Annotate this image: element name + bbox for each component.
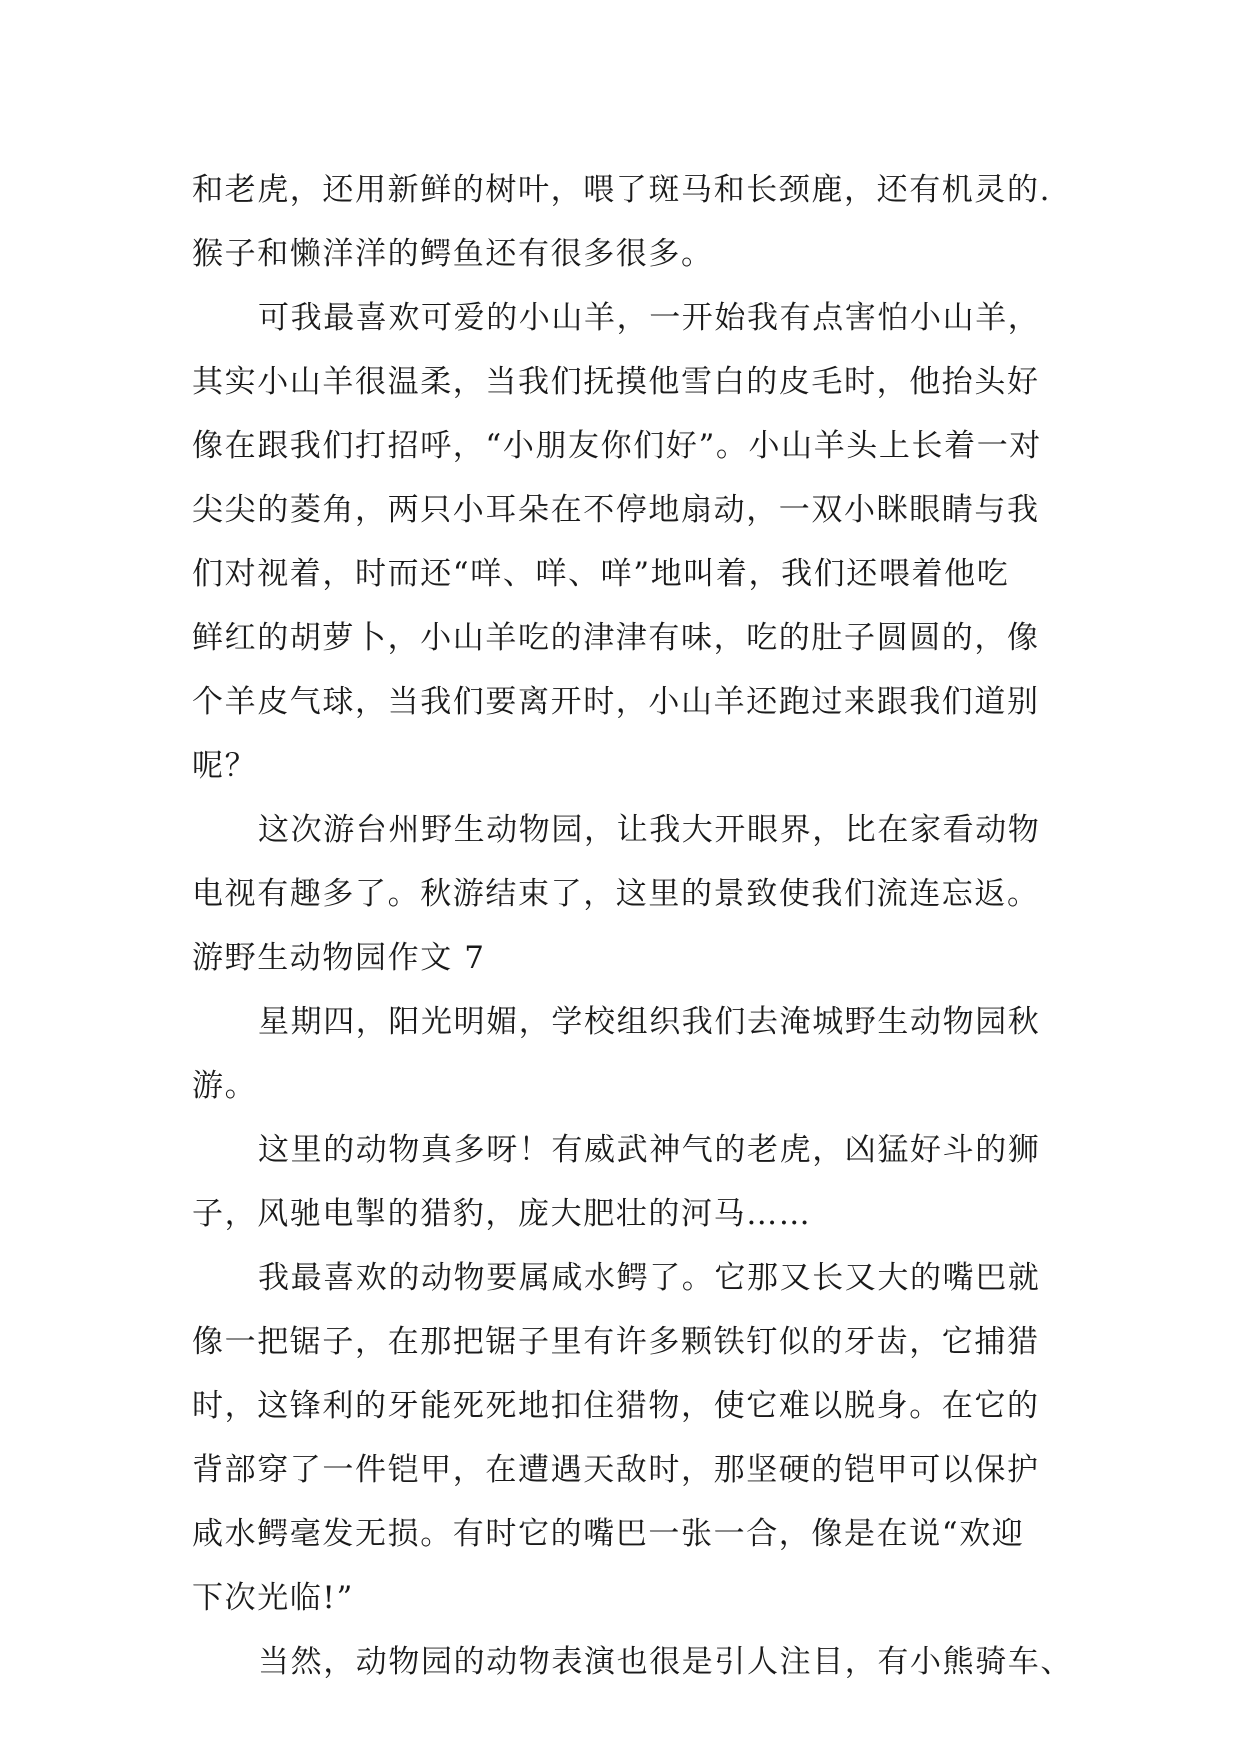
text-line: 像一把锯子，在那把锯子里有许多颗铁钉似的牙齿，它捕猎 — [192, 1324, 1040, 1360]
text-line: 背部穿了一件铠甲，在遭遇天敌时，那坚硬的铠甲可以保护 — [192, 1452, 1040, 1488]
text-line: 像在跟我们打招呼，“小朋友你们好”。小山羊头上长着一对 — [192, 428, 1042, 464]
paragraph-first-line: 这次游台州野生动物园，让我大开眼界，比在家看动物 — [258, 812, 1041, 848]
paragraph-first-line: 这里的动物真多呀！有威武神气的老虎，凶猛好斗的狮 — [258, 1132, 1041, 1168]
text-line: 下次光临!” — [192, 1580, 354, 1616]
text-line: 电视有趣多了。秋游结束了，这里的景致使我们流连忘返。 — [192, 876, 1040, 912]
text-line: 时，这锋利的牙能死死地扣住猎物，使它难以脱身。在它的 — [192, 1388, 1040, 1424]
text-line: 呢？ — [192, 748, 258, 784]
text-line: 鲜红的胡萝卜，小山羊吃的津津有味，吃的肚子圆圆的，像 — [192, 620, 1040, 656]
text-line: 咸水鳄毫发无损。有时它的嘴巴一张一合，像是在说“欢迎 — [192, 1516, 1025, 1552]
text-line: 游。 — [192, 1068, 258, 1104]
paragraph-first-line: 当然，动物园的动物表演也很是引人注目，有小熊骑车、 — [258, 1644, 1073, 1680]
paragraph-first-line: 星期四，阳光明媚，学校组织我们去淹城野生动物园秋 — [258, 1004, 1041, 1040]
text-line: 个羊皮气球，当我们要离开时，小山羊还跑过来跟我们道别 — [192, 684, 1040, 720]
text-line: 其实小山羊很温柔，当我们抚摸他雪白的皮毛时，他抬头好 — [192, 364, 1040, 400]
text-line: 猴子和懒洋洋的鳄鱼还有很多很多。 — [192, 236, 714, 272]
essay-text — [192, 158, 1072, 1694]
essay-heading: 游野生动物园作文 7 — [192, 940, 486, 976]
text-line: 子，风驰电掣的猎豹，庞大肥壮的河马…… — [192, 1196, 812, 1232]
text-line: 们对视着，时而还“咩、咩、咩”地叫着，我们还喂着他吃 — [192, 556, 1010, 592]
text-line: 尖尖的菱角，两只小耳朵在不停地扇动，一双小眯眼睛与我 — [192, 492, 1040, 528]
paragraph-first-line: 可我最喜欢可爱的小山羊，一开始我有点害怕小山羊， — [258, 300, 1041, 336]
paragraph-first-line: 我最喜欢的动物要属咸水鳄了。它那又长又大的嘴巴就 — [258, 1260, 1041, 1296]
text-line: 和老虎，还用新鲜的树叶，喂了斑马和长颈鹿，还有机灵的. — [192, 172, 1052, 208]
